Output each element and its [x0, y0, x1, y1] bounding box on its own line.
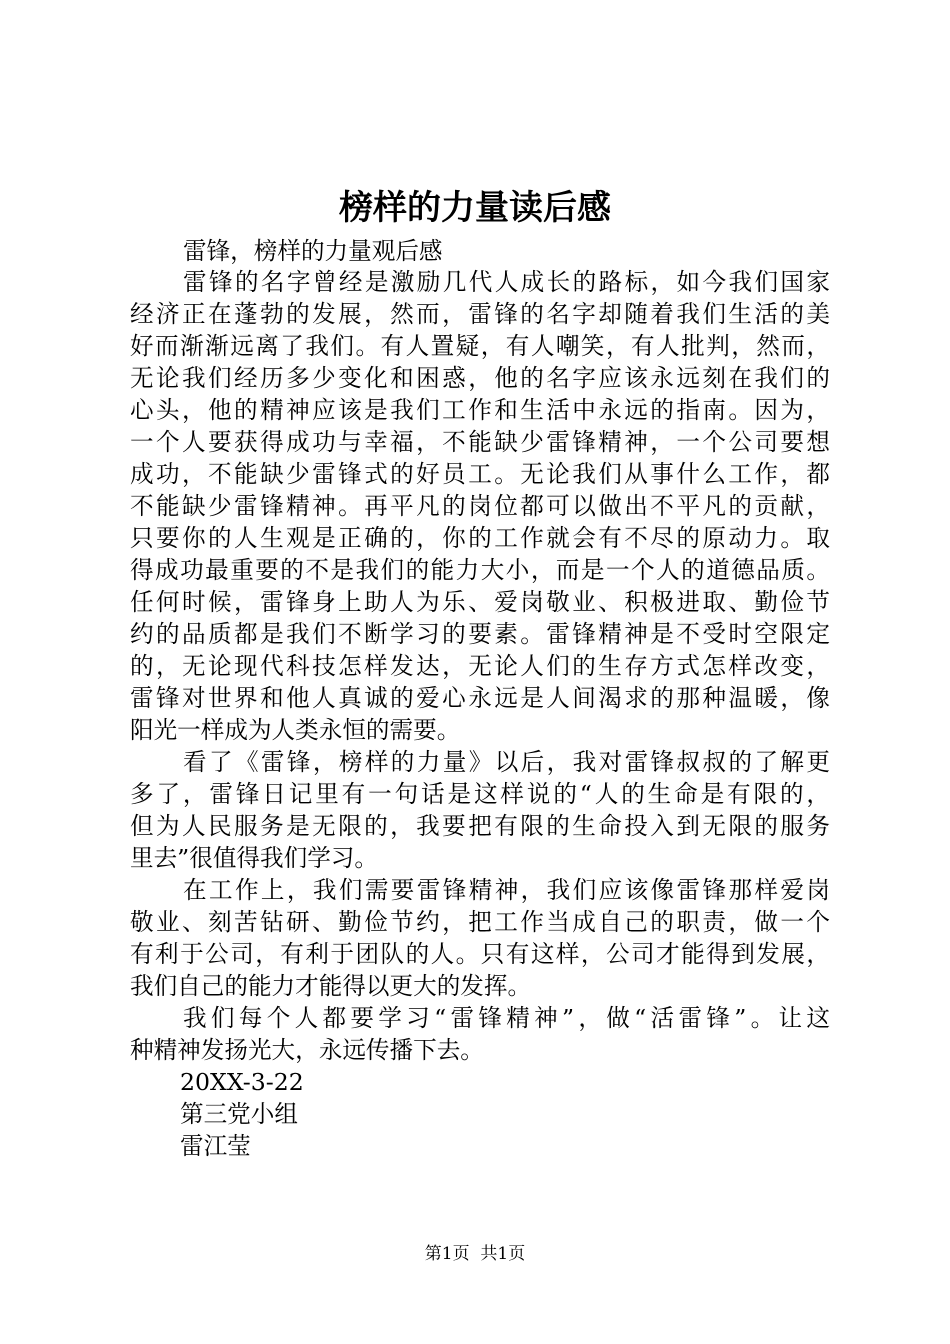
text-line: 看了《雷锋，榜样的力量》以后，我对雷锋叔叔的了解更 [183, 748, 830, 776]
text-line: 任何时候，雷锋身上助人为乐、爱岗敬业、积极进取、勤俭节 [130, 588, 830, 616]
text-line: 经济正在蓬勃的发展，然而，雷锋的名字却随着我们生活的美 [130, 300, 830, 328]
text-line: 得成功最重要的不是我们的能力大小，而是一个人的道德品质。 [130, 556, 830, 584]
text-line: 敬业、刻苦钻研、勤俭节约，把工作当成自己的职责，做一个 [130, 908, 830, 936]
text-line: 一个人要获得成功与幸福，不能缺少雷锋精神，一个公司要想 [130, 428, 830, 456]
text-line: 雷锋对世界和他人真诚的爱心永远是人间渴求的那种温暖，像 [130, 684, 830, 712]
page-footer: 第1页 共1页 [424, 1244, 526, 1264]
text-line: 无论我们经历多少变化和困惑，他的名字应该永远刻在我们的 [130, 364, 830, 392]
date-line: 20XX-3-22 [180, 1068, 304, 1096]
subtitle-line: 雷锋，榜样的力量观后感 [183, 237, 443, 265]
text-line: 有利于公司，有利于团队的人。只有这样，公司才能得到发展， [130, 940, 830, 968]
text-line: 在工作上，我们需要雷锋精神，我们应该像雷锋那样爱岗 [183, 876, 830, 904]
text-line: 好而渐渐远离了我们。有人置疑，有人嘲笑，有人批判，然而， [130, 332, 830, 360]
text-line: 但为人民服务是无限的，我要把有限的生命投入到无限的服务 [130, 812, 830, 840]
text-line: 心头，他的精神应该是我们工作和生活中永远的指南。因为， [130, 396, 830, 424]
text-line: 阳光一样成为人类永恒的需要。 [130, 716, 461, 744]
text-line: 我们每个人都要学习“雷锋精神”，做“活雷锋”。让这 [183, 1004, 830, 1032]
text-line: 的，无论现代科技怎样发达，无论人们的生存方式怎样改变， [130, 652, 830, 680]
author-line: 雷江莹 [180, 1132, 251, 1160]
text-line: 只要你的人生观是正确的，你的工作就会有不尽的原动力。取 [130, 524, 830, 552]
text-line: 种精神发扬光大，永远传播下去。 [130, 1036, 484, 1064]
text-line: 成功，不能缺少雷锋式的好员工。无论我们从事什么工作，都 [130, 460, 830, 488]
group-line: 第三党小组 [180, 1100, 298, 1128]
text-line: 约的品质都是我们不断学习的要素。雷锋精神是不受时空限定 [130, 620, 830, 648]
text-line: 不能缺少雷锋精神。再平凡的岗位都可以做出不平凡的贡献， [130, 492, 830, 520]
text-line: 里去”很值得我们学习。 [130, 844, 378, 872]
text-line: 多了，雷锋日记里有一句话是这样说的“人的生命是有限的， [130, 780, 830, 808]
text-line: 雷锋的名字曾经是激励几代人成长的路标，如今我们国家 [183, 268, 830, 296]
page-title: 榜样的力量读后感 [339, 188, 611, 228]
text-line: 我们自己的能力才能得以更大的发挥。 [130, 972, 532, 1000]
